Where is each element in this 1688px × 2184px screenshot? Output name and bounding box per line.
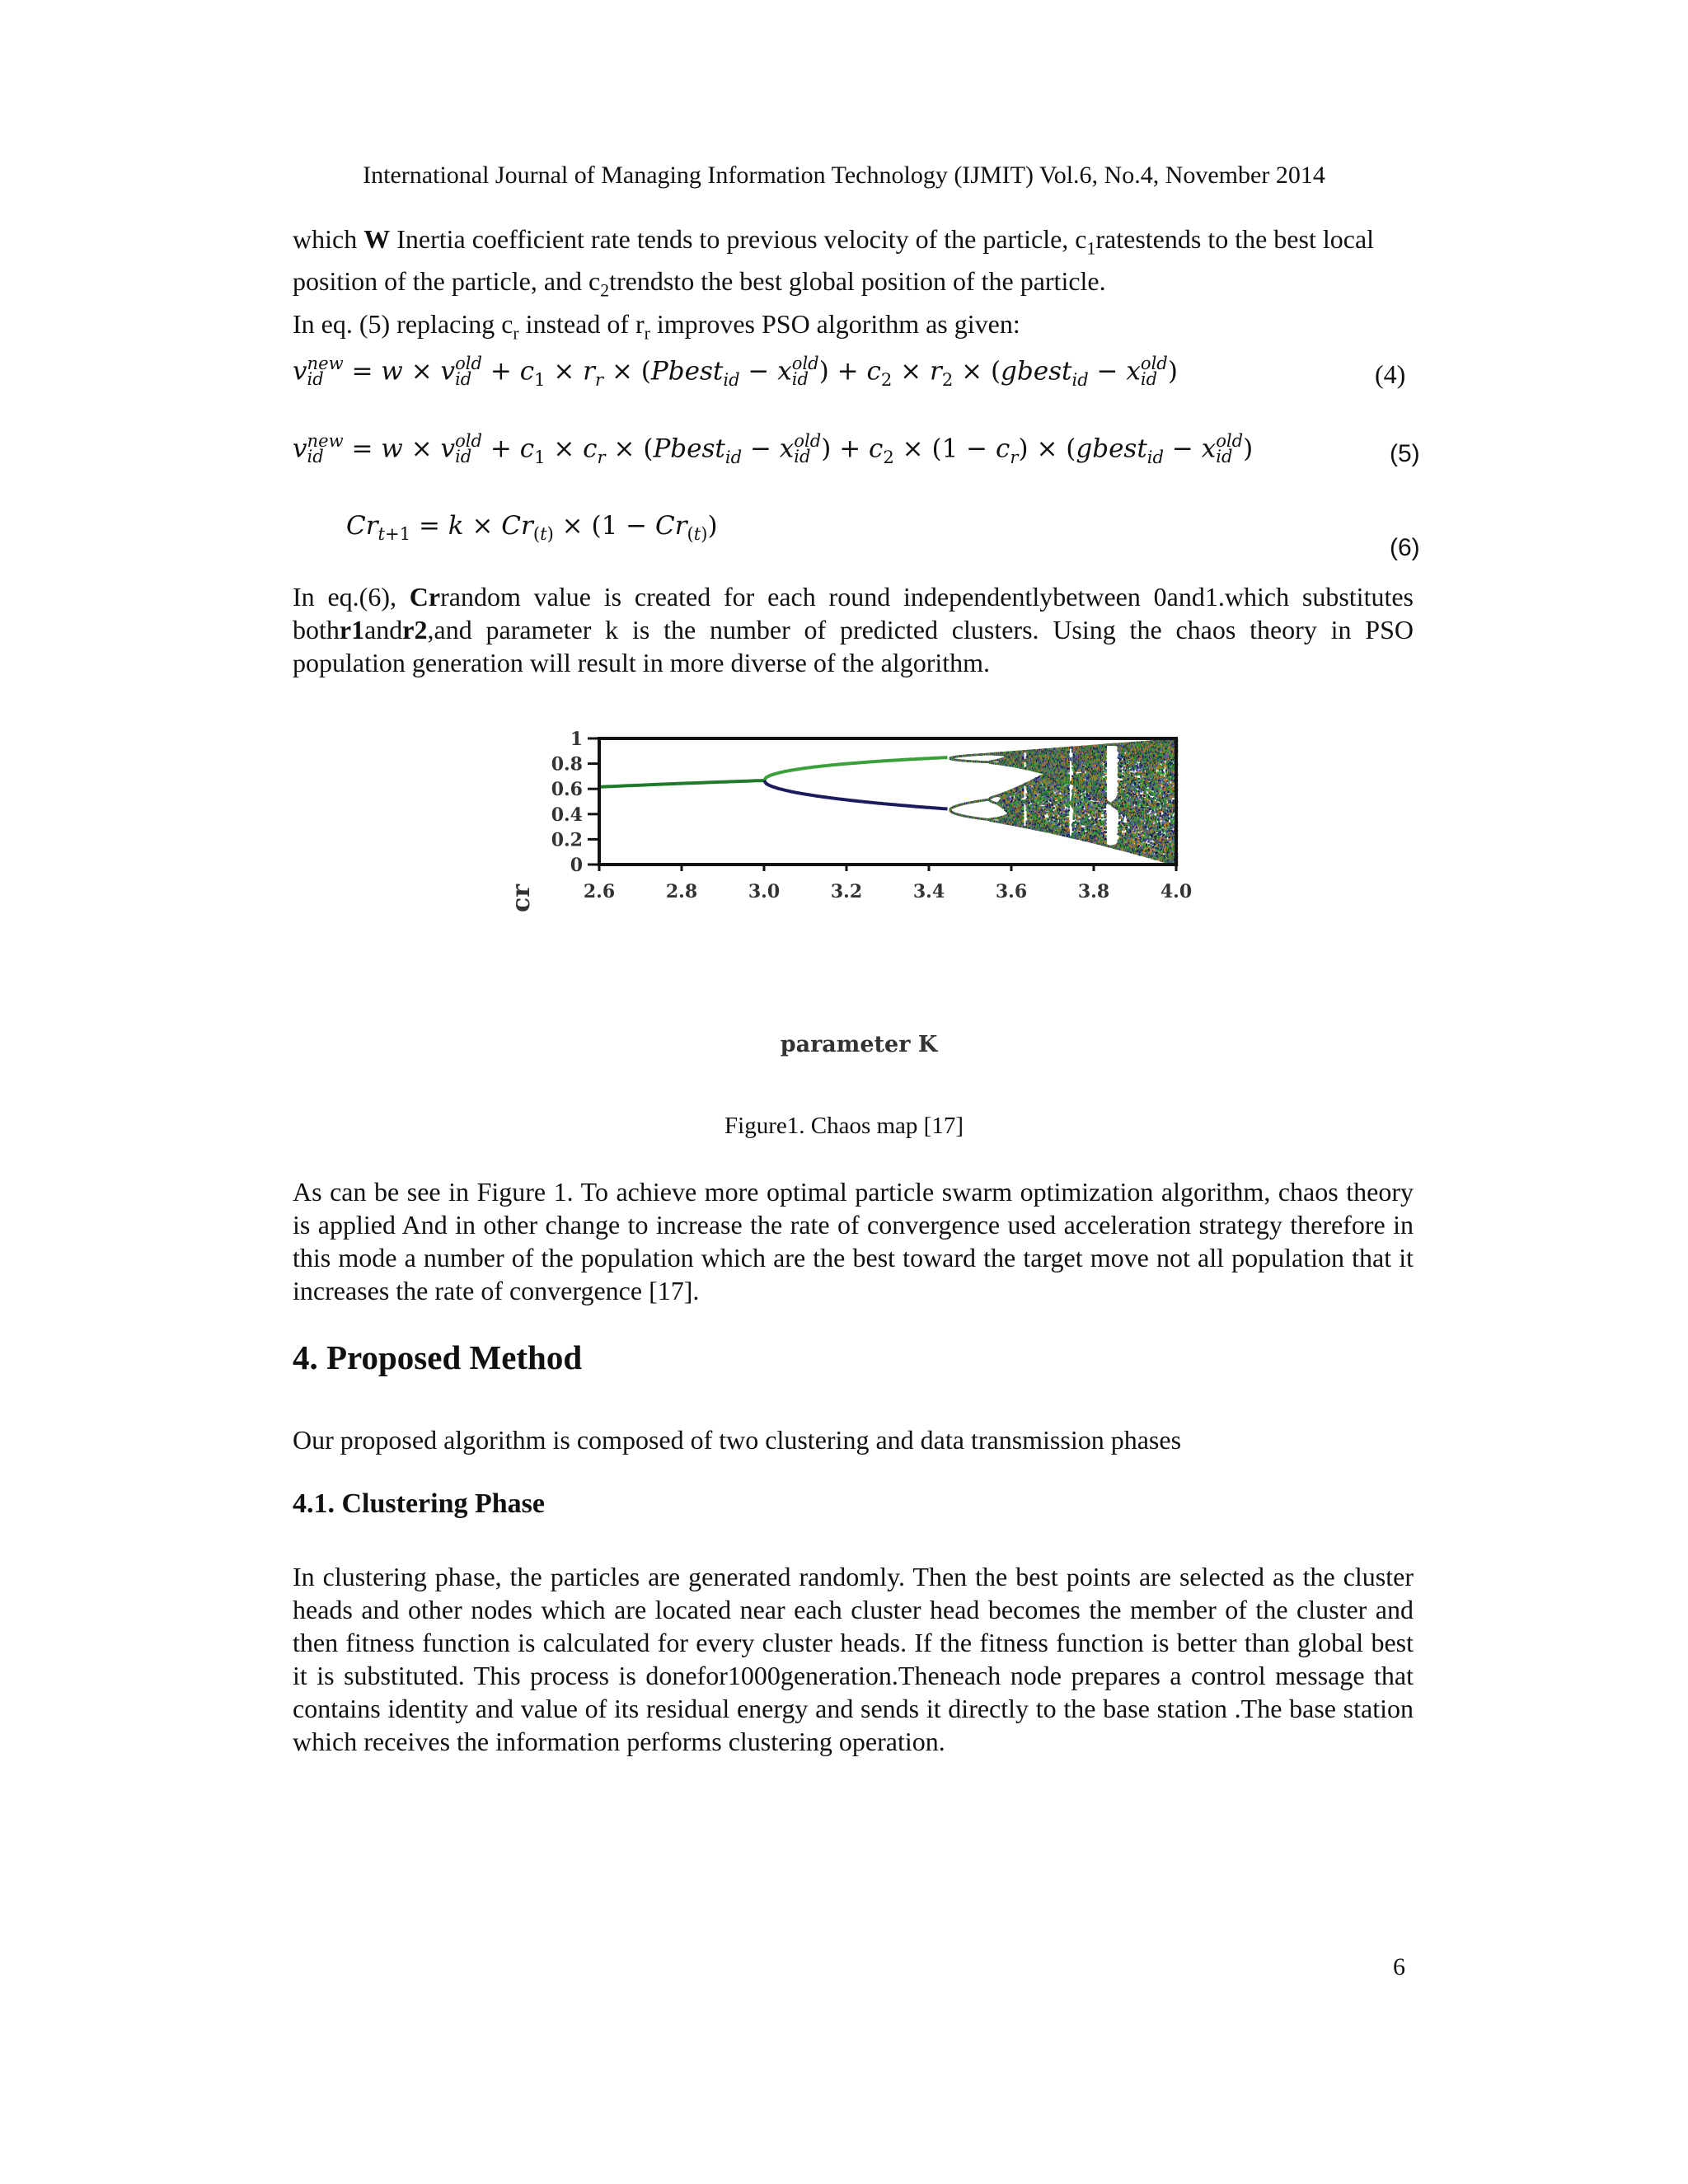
attractor-point xyxy=(1029,802,1030,804)
attractor-point xyxy=(1022,755,1024,757)
chaos-map-figure xyxy=(495,717,1220,1080)
eq6-paragraph: In eq.(6), Crrandom value is created for each round independentlybetween 0and1.which substitutes bothr1andr2,and parameter k is the number of predicted clusters. Using the chaos theory in PSO population generation will result in more diverse of the algorithm. xyxy=(293,580,1414,679)
equation-6: $Cr_{t+1} = k \times Cr_{(t)} \times (1 - Cr_{(t)})$ xyxy=(346,511,718,544)
intro-paragraph: which W Inertia coefficient rate tends to previous velocity of the particle, $c_1ratestends$ to the best local position of the particle, and $c_2trendsto$ the best global position of the particle. In eq. (5) replacing $c_r$ instead of $r_r$ improves PSO algorithm as given: xyxy=(293,223,1414,349)
attractor-point xyxy=(1011,799,1013,801)
attractor-point xyxy=(1022,822,1024,823)
attractor-point xyxy=(1022,824,1024,826)
equation-4: v new id = w × v old id + $c_1 \times r_r$ × (Pbest$_{id}$ − x old id ) + $c_2 \times r_2$ × (gbest$_{id}$ − x old id ) xyxy=(293,356,1178,390)
attractor-point xyxy=(1022,762,1024,763)
attractor-point xyxy=(1008,795,1010,797)
attractor-point xyxy=(1009,798,1010,799)
running-header: International Journal of Managing Information Technology (IJMIT) Vol.6, No.4, November 2014 xyxy=(0,162,1688,190)
attractor-point xyxy=(1022,796,1024,798)
equation-5: v new id = w × v old id + $c_1 \times c_r$ × (Pbest$_{id}$ − x old id ) + $c_2 \times (1 - c_r)$ × (gbest$_{id}$ − x old id ) xyxy=(293,434,1253,467)
attractor-point xyxy=(1022,804,1024,806)
equation-5-number: (5) xyxy=(1390,440,1420,468)
attractor-point xyxy=(1022,806,1024,808)
attractor-point xyxy=(1022,757,1024,759)
attractor-point xyxy=(1022,818,1024,819)
attractor-point xyxy=(1028,804,1029,806)
attractor-point xyxy=(1022,785,1024,787)
attractor-point xyxy=(1022,791,1024,793)
attractor-point xyxy=(1014,804,1015,806)
attractor-point xyxy=(1022,808,1024,810)
attractor-point xyxy=(1022,813,1024,815)
attractor-point xyxy=(1022,790,1024,791)
equation-6-number: (6) xyxy=(1390,534,1420,562)
attractor-point xyxy=(1031,787,1033,789)
attractor-point xyxy=(1022,765,1024,766)
equation-4-number: (4) xyxy=(1375,359,1405,390)
